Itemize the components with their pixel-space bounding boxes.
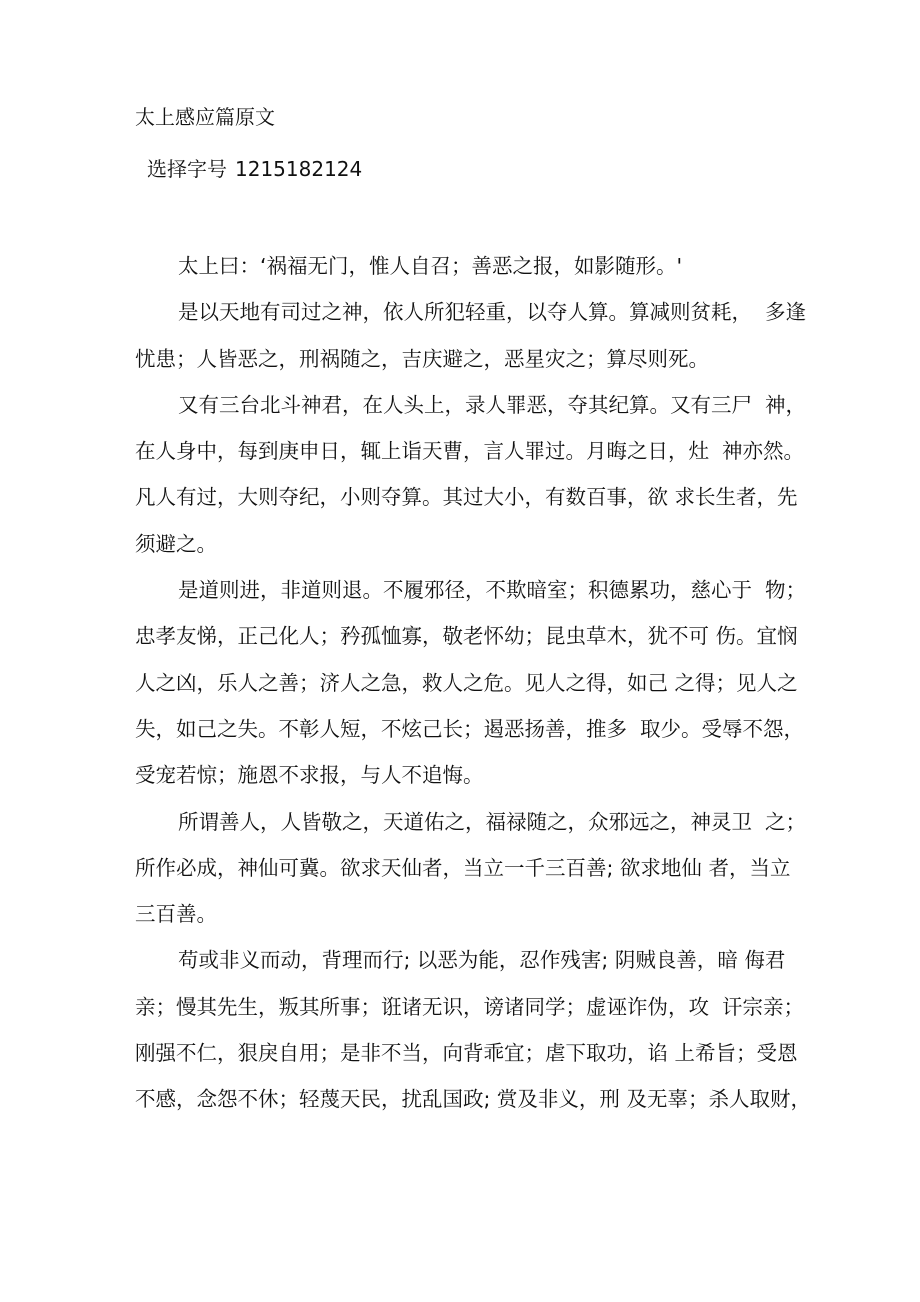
paragraph-line: 凡人有过，大则夺纪，小则夺算。其过大小，有数百事，欲 求长生者，先 — [135, 485, 798, 510]
paragraph-line: 刚强不仁，狠戾自用；是非不当，向背乖宜；虐下取功，谄 上希旨；受恩 — [135, 1041, 798, 1066]
font-size-label: 选择字号 — [147, 157, 227, 181]
paragraph-line: 又有三台北斗神君，在人头上，录人罪恶，夺其纪算。又有三尸 神， — [178, 392, 807, 417]
paragraph-line: 所作必成，神仙可冀。欲求天仙者，当立一千三百善; 欲求地仙 者，当立 — [135, 855, 791, 880]
paragraph-line: 三百善。 — [135, 902, 217, 927]
paragraph-line: 人之凶，乐人之善；济人之急，救人之危。见人之得，如己 之得；见人之 — [135, 670, 798, 695]
paragraph-line: 须避之。 — [135, 531, 217, 556]
paragraph-line: 忧患；人皆恶之，刑祸随之，吉庆避之，恶星灾之；算尽则死。 — [135, 346, 709, 371]
document-title: 太上感应篇原文 — [135, 105, 275, 129]
paragraph-line: 受宠若惊；施恩不求报，与人不追悔。 — [135, 763, 484, 788]
paragraph-1 — [135, 243, 815, 289]
paragraph-line: 苟或非义而动，背理而行; 以恶为能，忍作残害; 阴贼良善，暗 侮君 — [178, 948, 786, 973]
paragraph-line: 忠孝友悌，正己化人；矜孤恤寡，敬老怀幼；昆虫草木，犹不可 伤。宜悯 — [135, 624, 798, 649]
paragraph-line: 太上曰：‘祸福无门，惟人自召；善恶之报，如影随形。' — [178, 254, 683, 278]
paragraph-line: 在人身中，每到庚申日，辄上诣天曹，言人罪过。月晦之日，灶 神亦然。 — [135, 439, 805, 464]
paragraph-3 — [135, 382, 815, 567]
paragraph-line: 亲；慢其先生，叛其所事；诳诸无识，谤诸同学；虚诬诈伪，攻 讦宗亲； — [135, 994, 805, 1019]
paragraph-5 — [135, 799, 815, 938]
paragraph-line: 所谓善人，人皆敬之，天道佑之，福禄随之，众邪远之，神灵卫 之； — [178, 809, 807, 834]
paragraph-4 — [135, 567, 815, 798]
paragraph-line: 是以天地有司过之神，依人所犯轻重，以夺人算。算减则贫耗， 多逢 — [178, 300, 807, 325]
font-size-number: 1215182124 — [235, 157, 363, 181]
paragraph-line: 失，如己之失。不彰人短，不炫己长；遏恶扬善，推多 取少。受辱不怨， — [135, 716, 805, 741]
paragraph-line: 不感，念怨不休；轻蔑天民，扰乱国政; 赏及非义，刑 及无辜；杀人取财， — [135, 1087, 811, 1112]
font-size-line — [147, 155, 362, 183]
paragraph-line: 是道则进，非道则退。不履邪径，不欺暗室；积德累功，慈心于 物； — [178, 578, 807, 603]
paragraph-6 — [135, 937, 815, 1122]
scripture-body — [135, 243, 815, 1123]
paragraph-2 — [135, 289, 815, 382]
